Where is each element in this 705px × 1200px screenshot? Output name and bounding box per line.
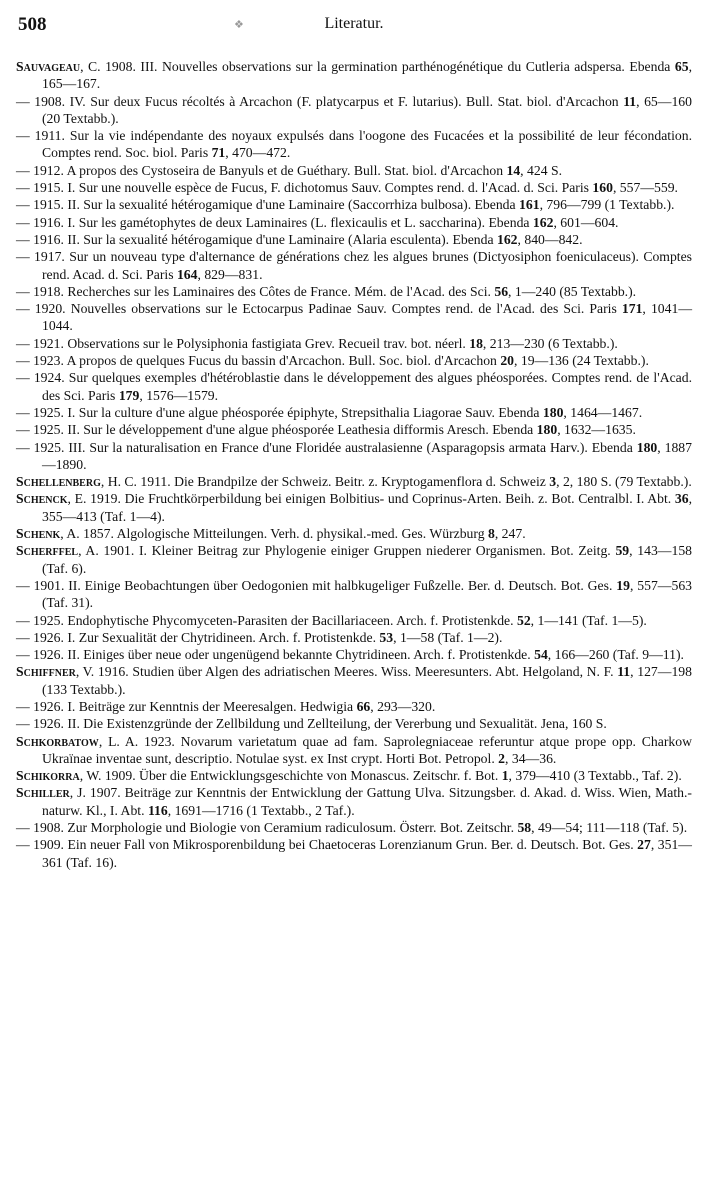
bibliography-entry — [16, 439, 692, 474]
entry-pages: , 2, 180 S. (79 Textabb.). — [556, 474, 692, 490]
entry-volume: 1 — [501, 768, 509, 784]
bibliography-entry — [16, 248, 692, 283]
running-title: Literatur. — [324, 15, 384, 32]
entry-volume: 20 — [500, 353, 515, 369]
entry-text: — 1925. III. Sur la naturalisation en France d'une Floridée australasienne (Asparagopsis armata Harv.). Ebenda — [16, 439, 637, 455]
page-header — [18, 14, 690, 40]
entry-text: — 1923. A propos de quelques Fucus du bassin d'Arcachon. Bull. Soc. biol. d'Arcachon — [16, 353, 501, 369]
entry-pages: , 165—167. — [42, 59, 692, 92]
entry-pages: , 796—799 (1 Textabb.). — [539, 197, 675, 213]
entry-volume: 160 — [592, 180, 613, 196]
page-number: 508 — [18, 14, 47, 35]
entry-volume: 52 — [516, 612, 531, 628]
entry-text: , A. 1901. I. Kleiner Beitrag zur Phylogenie einiger Gruppen niederer Organismen. Bot. Zeitg. — [78, 543, 616, 559]
bibliography-entry — [16, 231, 692, 248]
entry-text: — 1925. I. Sur la culture d'une algue phéosporée épiphyte, Strepsithalia Liagorae Sauv. Ebenda — [16, 404, 543, 420]
entry-volume: 180 — [542, 404, 564, 420]
bibliography-entry — [16, 369, 692, 404]
entry-volume: 162 — [532, 214, 554, 230]
entry-volume: 11 — [617, 664, 631, 680]
entry-pages: , 1—58 (Taf. 1—2). — [393, 629, 503, 645]
entry-pages: , 1041—1044. — [42, 301, 693, 334]
bibliography-entry — [16, 612, 692, 629]
bibliography-entry — [16, 473, 692, 490]
bibliography-entry — [16, 300, 692, 335]
entry-pages: , 557—563 (Taf. 31). — [42, 577, 693, 611]
entry-author: Scherffel — [16, 543, 79, 559]
entry-text: — 1917. Sur un nouveau type d'alternance de générations chez les algues brunes (Dictyosiphon foeniculaceus). Comptes rend. Acad. d. Sci. Paris — [16, 249, 692, 282]
entry-text: — 1916. II. Sur la sexualité hétérogamique d'une Laminaire (Alaria esculenta). Ebenda — [16, 231, 497, 247]
entry-author: Schikorra — [16, 768, 80, 784]
bibliography-entry — [16, 663, 692, 698]
entry-pages: , 166—260 (Taf. 9—11). — [547, 647, 684, 663]
bibliography-list — [16, 58, 692, 871]
bibliography-entry — [16, 629, 692, 646]
bibliography-entry — [16, 577, 692, 612]
entry-text: — 1901. II. Einige Beobachtungen über Oedogonien mit halbkugeliger Fußzelle. Ber. d. Deutsch. Bot. Ges. — [16, 577, 617, 593]
bibliography-entry — [16, 196, 692, 213]
entry-pages: , 829—831. — [197, 266, 263, 282]
entry-volume: 53 — [379, 629, 394, 645]
bibliography-entry — [16, 490, 692, 525]
bibliography-entry — [16, 421, 692, 438]
bibliography-entry — [16, 335, 692, 352]
entry-volume: 180 — [536, 422, 558, 438]
entry-volume: 171 — [621, 301, 643, 317]
entry-text: , H. C. 1911. Die Brandpilze der Schweiz. Beitr. z. Kryptogamenflora d. Schweiz — [100, 474, 550, 490]
entry-pages: , 65—160 (20 Textabb.). — [42, 93, 692, 126]
entry-author: Sauvageau — [16, 59, 81, 74]
entry-pages: , 143—158 (Taf. 6). — [42, 543, 693, 576]
entry-volume: 18 — [469, 335, 483, 351]
entry-text: — 1926. II. Die Existenzgründe der Zellbildung und Zellteilung, der Vererbung und Sexualität. Jena, 160 S. — [16, 716, 607, 732]
entry-text: — 1920. Nouvelles observations sur le Ectocarpus Padinae Sauv. Comptes rend. de l'Acad. des Sci. Paris — [16, 301, 622, 317]
entry-volume: 71 — [211, 145, 226, 161]
smudge-mark: ❖ — [234, 19, 244, 31]
entry-text: — 1921. Observations sur le Polysiphonia fastigiata Grev. Recueil trav. bot. néerl. — [16, 335, 470, 351]
entry-volume: 2 — [498, 750, 506, 766]
entry-pages: , 127—198 (133 Textabb.). — [42, 664, 692, 697]
entry-volume: 65 — [674, 59, 689, 74]
entry-text: — 1926. II. Einiges über neue oder ungenügend bekannte Chytridineen. Arch. f. Protistenkde. — [16, 647, 535, 663]
entry-text: — 1926. I. Beiträge zur Kenntnis der Meeresalgen. Hedwigia — [16, 698, 357, 714]
bibliography-entry — [16, 733, 692, 768]
entry-text: — 1909. Ein neuer Fall von Mikrosporenbildung bei Chaetoceras Lorenzianum Grun. Ber. d. Deutsch. Bot. Ges. — [16, 837, 638, 853]
entry-pages: , 601—604. — [553, 214, 619, 230]
entry-volume: 27 — [637, 837, 651, 853]
entry-volume: 179 — [118, 387, 140, 403]
entry-text: , J. 1907. Beiträge zur Kenntnis der Entwicklung der Gattung Ulva. Sitzungsber. d. Akad. d. Wiss. Wien, Math.-naturw. Kl., I. Abt. — [42, 785, 692, 818]
entry-volume: 19 — [616, 577, 630, 593]
entry-text: , C. 1908. III. Nouvelles observations sur la germination parthénogénétique du Cutleria adspersa. Ebenda — [80, 59, 675, 74]
bibliography-entry — [16, 836, 692, 871]
entry-volume: 36 — [674, 491, 689, 507]
entry-text: — 1908. IV. Sur deux Fucus récoltés à Arcachon (F. platycarpus et F. lutarius). Bull. Stat. biol. d'Arcachon — [16, 93, 624, 109]
entry-volume: 162 — [496, 231, 518, 247]
entry-text: — 1908. Zur Morphologie und Biologie von Ceramium radiculosum. Österr. Bot. Zeitschr. — [16, 820, 518, 836]
entry-pages: , 840—842. — [517, 231, 583, 247]
entry-volume: 59 — [615, 543, 630, 559]
entry-pages: , 351—361 (Taf. 16). — [42, 837, 692, 870]
entry-volume: 164 — [176, 266, 198, 282]
entry-pages: , 1—141 (Taf. 1—5). — [530, 612, 647, 628]
bibliography-entry — [16, 715, 692, 732]
bibliography-entry — [16, 127, 692, 162]
entry-author: Schellenberg — [16, 474, 101, 490]
entry-volume: 180 — [636, 439, 658, 455]
entry-text: — 1918. Recherches sur les Laminaires des Côtes de France. Mém. de l'Acad. des Sci. — [16, 283, 495, 299]
bibliography-entry — [16, 283, 692, 300]
entry-pages: , 1—240 (85 Textabb.). — [508, 283, 637, 299]
entry-text: , V. 1916. Studien über Algen des adriatischen Meeres. Wiss. Meeresunters. Abt. Helgoland, N. F. — [75, 664, 618, 680]
entry-author: Schkorbatow — [16, 733, 99, 749]
bibliography-entry — [16, 58, 692, 93]
entry-pages: , 1464—1467. — [563, 404, 643, 420]
bibliography-entry — [16, 767, 692, 784]
entry-text: — 1924. Sur quelques exemples d'hétéroblastie dans le développement des algues phéosporées. Comptes rend. de l'Acad. des Sci. Paris — [16, 370, 692, 403]
entry-pages: , 1691—1716 (1 Textabb., 2 Taf.). — [167, 802, 355, 818]
bibliography-entry — [16, 214, 692, 231]
entry-volume: 11 — [623, 93, 637, 109]
entry-text: — 1925. Endophytische Phycomyceten-Parasiten der Bacillariaceen. Arch. f. Protistenkde. — [16, 612, 517, 628]
entry-pages: , 1576—1579. — [139, 387, 219, 403]
entry-text: — 1915. II. Sur la sexualité hétérogamique d'une Laminaire (Saccorrhiza bulbosa). Ebenda — [16, 197, 520, 213]
entry-volume: 116 — [147, 802, 168, 818]
entry-text: , A. 1857. Algologische Mitteilungen. Verh. d. physikal.-med. Ges. Würzburg — [60, 526, 488, 542]
entry-text: , E. 1919. Die Fruchtkörperbildung bei einigen Bolbitius- und Coprinus-Arten. Beih. z. Bot. Centralbl. I. Abt. — [67, 491, 675, 507]
entry-text: — 1925. II. Sur le développement d'une algue phéosporée Leathesia difformis Aresch. Ebenda — [16, 422, 537, 438]
entry-text: — 1916. I. Sur les gamétophytes de deux Laminaires (L. flexicaulis et L. saccharina). Ebenda — [16, 214, 533, 230]
entry-author: Schiller — [16, 785, 70, 801]
entry-pages: , 557—559. — [612, 180, 678, 196]
bibliography-entry — [16, 784, 692, 819]
entry-volume: 3 — [549, 474, 557, 490]
entry-pages: , 1632—1635. — [557, 422, 636, 438]
bibliography-entry — [16, 819, 692, 836]
entry-text: , L. A. 1923. Novarum varietatum quae ad fam. Saprolegniaceae referuntur atque prope opp. Charkow Ukraïnae inventae sunt, descriptio. Notulae syst. ex Inst crypt. Horti Bot. Petropol. — [42, 733, 692, 766]
entry-volume: 161 — [519, 197, 540, 213]
entry-volume: 8 — [487, 526, 495, 542]
entry-text: — 1912. A propos des Cystoseira de Banyuls et de Guéthary. Bull. Stat. biol. d'Arcachon — [16, 162, 507, 178]
bibliography-entry — [16, 404, 692, 421]
entry-volume: 56 — [494, 283, 509, 299]
entry-author: Schenk — [16, 526, 61, 542]
entry-text: — 1915. I. Sur une nouvelle espèce de Fucus, F. dichotomus Sauv. Comptes rend. d. l'Acad. d. Sci. Paris — [16, 180, 593, 196]
entry-volume: 58 — [517, 820, 532, 836]
entry-author: Schiffner — [16, 664, 76, 680]
entry-pages: , 34—36. — [505, 750, 557, 766]
entry-text: — 1911. Sur la vie indépendante des noyaux expulsés dans l'oogone des Fucacées et la possibilité de leur fécondation. Comptes rend. Soc. biol. Paris — [16, 128, 692, 161]
entry-pages: , 424 S. — [520, 162, 562, 178]
bibliography-entry — [16, 525, 692, 542]
entry-volume: 66 — [356, 698, 371, 714]
entry-text: , W. 1909. Über die Entwicklungsgeschichte von Monascus. Zeitschr. f. Bot. — [79, 768, 502, 784]
entry-pages: , 470—472. — [225, 145, 291, 161]
entry-volume: 14 — [506, 162, 521, 178]
entry-pages: , 355—413 (Taf. 1—4). — [42, 491, 692, 524]
entry-pages: , 49—54; 111—118 (Taf. 5). — [531, 820, 688, 836]
entry-pages: , 19—136 (24 Textabb.). — [514, 353, 649, 369]
entry-volume: 54 — [534, 647, 548, 663]
entry-pages: , 379—410 (3 Textabb., Taf. 2). — [508, 768, 682, 784]
bibliography-entry — [16, 542, 692, 577]
entry-text: — 1926. I. Zur Sexualität der Chytridineen. Arch. f. Protistenkde. — [16, 629, 380, 645]
bibliography-entry — [16, 698, 692, 715]
entry-pages: , 1887—1890. — [42, 439, 692, 472]
bibliography-entry — [16, 352, 692, 369]
entry-author: Schenck — [16, 491, 68, 507]
entry-pages: , 293—320. — [370, 698, 436, 714]
entry-pages: , 213—230 (6 Textabb.). — [482, 335, 618, 351]
bibliography-entry — [16, 93, 692, 128]
bibliography-entry — [16, 179, 692, 196]
bibliography-entry — [16, 646, 692, 663]
bibliography-entry — [16, 162, 692, 179]
entry-pages: , 247. — [494, 526, 526, 542]
